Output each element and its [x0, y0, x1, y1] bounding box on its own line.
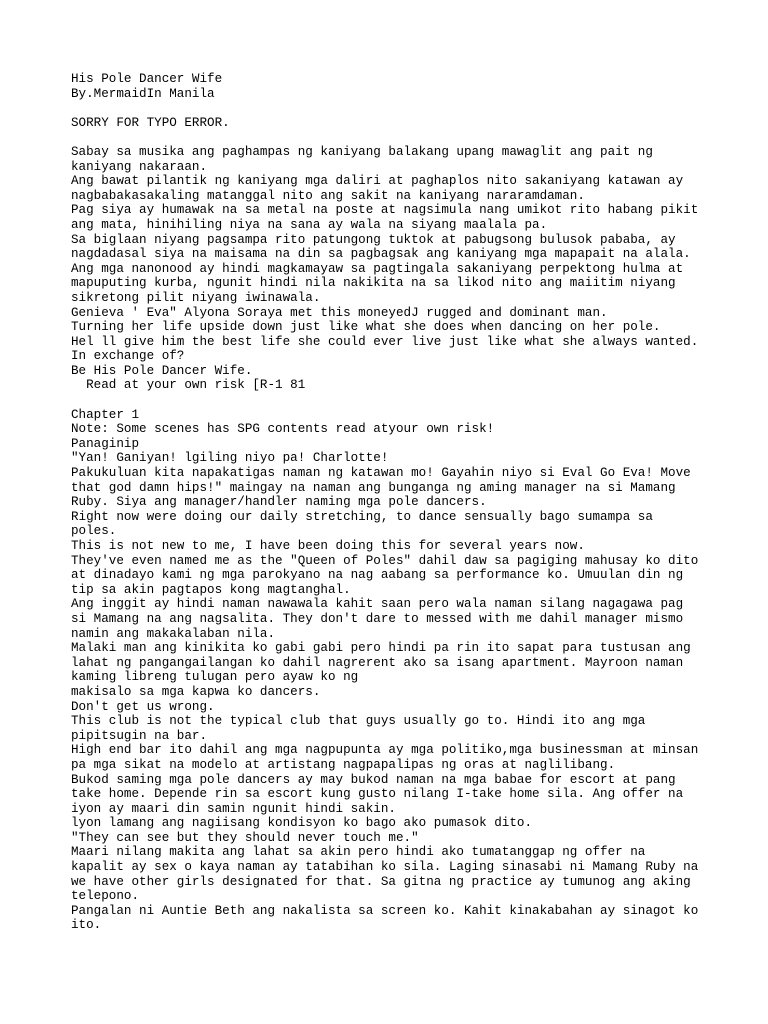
text-line: Pag siya ay humawak na sa metal na poste at nagsimula nang umikot rito habang pikit [71, 203, 699, 218]
text-line: This club is not the typical club that guys usually go to. Hindi ito ang mga [71, 714, 646, 729]
text-line: we have other girls designated for that. Sa gitna ng practice ay tumunog ang aking [71, 874, 691, 889]
text-line: kapalit ay sex o kaya naman ay tatabihan ko sila. Laging sinasabi ni Mamang Ruby na [71, 860, 699, 875]
text-line: iyon ay maari din samin ngunit hindi sakin. [71, 801, 396, 816]
text-line: Ang mga nanonood ay hindi magkamayaw sa pagtingala sakaniyang perpektong hulma at [71, 261, 684, 276]
text-line: This is not new to me, I have been doing this for several years now. [71, 539, 585, 553]
text-line: at dinadayo kami ng mga parokyano na nag aabang sa performance ko. Umuulan din ng [71, 568, 684, 583]
text-line: Genieva ' Eva" Alyona Soraya met this moneyedJ rugged and dominant man. [71, 305, 608, 320]
text-line: poles. [71, 524, 117, 539]
text-line: sikretong pilit niyang iwinawala. [71, 290, 321, 305]
text-line: namin ang makakalaban nila. [71, 626, 276, 641]
text-line: Ruby. Siya ang manager/handler naming mga pole dancers. [71, 495, 487, 510]
text-line: that god damn hips!" maingay na naman ang bunganga ng aming manager na si Mamang [71, 480, 676, 495]
text-line: kaniyang nakaraan. [71, 159, 208, 174]
text-line: Ang inggit ay hindi naman nawawala kahit saan pero wala naman silang nagagawa pag [71, 597, 684, 612]
text-line: Be His Pole Dancer Wife. [71, 363, 253, 378]
text-line: telepono. [71, 889, 140, 904]
text-line: Bukod saming mga pole dancers ay may bukod naman na mga babae for escort at pang [71, 772, 676, 787]
text-line: lyon lamang ang nagiisang kondisyon ko bago ako pumasok dito. [71, 816, 533, 831]
blank-line [71, 101, 711, 116]
text-line: Don't get us wrong. [71, 699, 215, 714]
text-line: mapuputing kurba, ngunit hindi nila nakikita na sa likod nito ang maiitim niyang [71, 276, 676, 291]
document-title: His Pole Dancer Wife [71, 72, 223, 86]
text-line: lahat ng pangangailangan ko dahil nagrerent ako sa isang apartment. Mayroon naman [71, 655, 684, 670]
text-line: They've even named me as the "Queen of Poles" dahil daw sa pagiging mahusay ko dito [71, 553, 699, 568]
text-line: High end bar ito dahil ang mga nagpupunta ay mga politiko,mga businessman at minsan [71, 743, 699, 758]
text-line: Sa biglaan niyang pagsampa rito patungong tuktok at pabugsong bulusok pababa, ay [71, 232, 676, 247]
text-line: "They can see but they should never touch me." [71, 830, 419, 845]
text-line: nagdadasal siya na maisama na din sa pagbagsak ang kaniyang mga mapapait na alala. [71, 247, 691, 262]
text-line: Hel ll give him the best life she could ever live just like what she always wanted. [71, 334, 699, 349]
text-line: Pakukuluan kita napakatigas naman ng katawan mo! Gayahin niyo si Eval Go Eva! Move [71, 466, 691, 481]
text-line: Pangalan ni Auntie Beth ang nakalista sa screen ko. Kahit kinakabahan ay sinagot ko [71, 903, 699, 918]
text-line: makisalo sa mga kapwa ko dancers. [71, 684, 321, 699]
text-line: ito. [71, 918, 102, 933]
text-line: Ang bawat pilantik ng kaniyang mga daliri at paghaplos nito sakaniyang katawan ay [71, 174, 684, 189]
blank-line [71, 130, 711, 145]
text-line: Maari nilang makita ang lahat sa akin pero hindi ako tumatanggap ng offer na [71, 845, 646, 860]
text-line: Turning her life upside down just like what she does when dancing on her pole. [71, 320, 661, 335]
text-line: Note: Some scenes has SPG contents read atyour own risk! [71, 422, 495, 437]
blank-line [71, 393, 711, 408]
text-line: Chapter 1 [71, 407, 140, 422]
text-line: In exchange of? [71, 349, 185, 364]
text-line: kaming libreng tulugan pero ayaw ko ng [71, 670, 359, 685]
text-line: si Mamang na ang nagsalita. They don't dare to messed with me dahil manager mismo [71, 611, 684, 626]
text-line: Read at your own risk [R-1 81 [71, 378, 306, 393]
text-line: tip sa akin pagtapos kong magtanghal. [71, 582, 351, 597]
text-line: take home. Depende rin sa escort kung gusto nilang I-take home sila. Ang offer na [71, 787, 684, 802]
text-line: Sabay sa musika ang paghampas ng kaniyang balakang upang mawaglit ang pait ng [71, 144, 653, 159]
text-line: "Yan! Ganiyan! lgiling niyo pa! Charlotte! [71, 451, 389, 466]
text-line: pa mga sikat na modelo at artistang nagpapalipas ng oras at naglilibang. [71, 757, 616, 772]
document-page [71, 72, 711, 933]
text-line: pipitsugin na bar. [71, 728, 208, 743]
document-author: By.MermaidIn Manila [71, 86, 215, 101]
text-line: ang mata, hinihiling niya na sana ay wala na siyang maalala pa. [71, 217, 548, 232]
text-line: Malaki man ang kinikita ko gabi gabi pero hindi pa rin ito sapat para tustusan ang [71, 641, 691, 656]
text-line: Panaginip [71, 436, 140, 451]
text-line: Right now were doing our daily stretching, to dance sensually bago sumampa sa [71, 509, 653, 524]
text-line: nagbabakasakaling matanggal nito ang sakit na kaniyang nararamdaman. [71, 188, 585, 203]
text-line: SORRY FOR TYPO ERROR. [71, 115, 230, 130]
